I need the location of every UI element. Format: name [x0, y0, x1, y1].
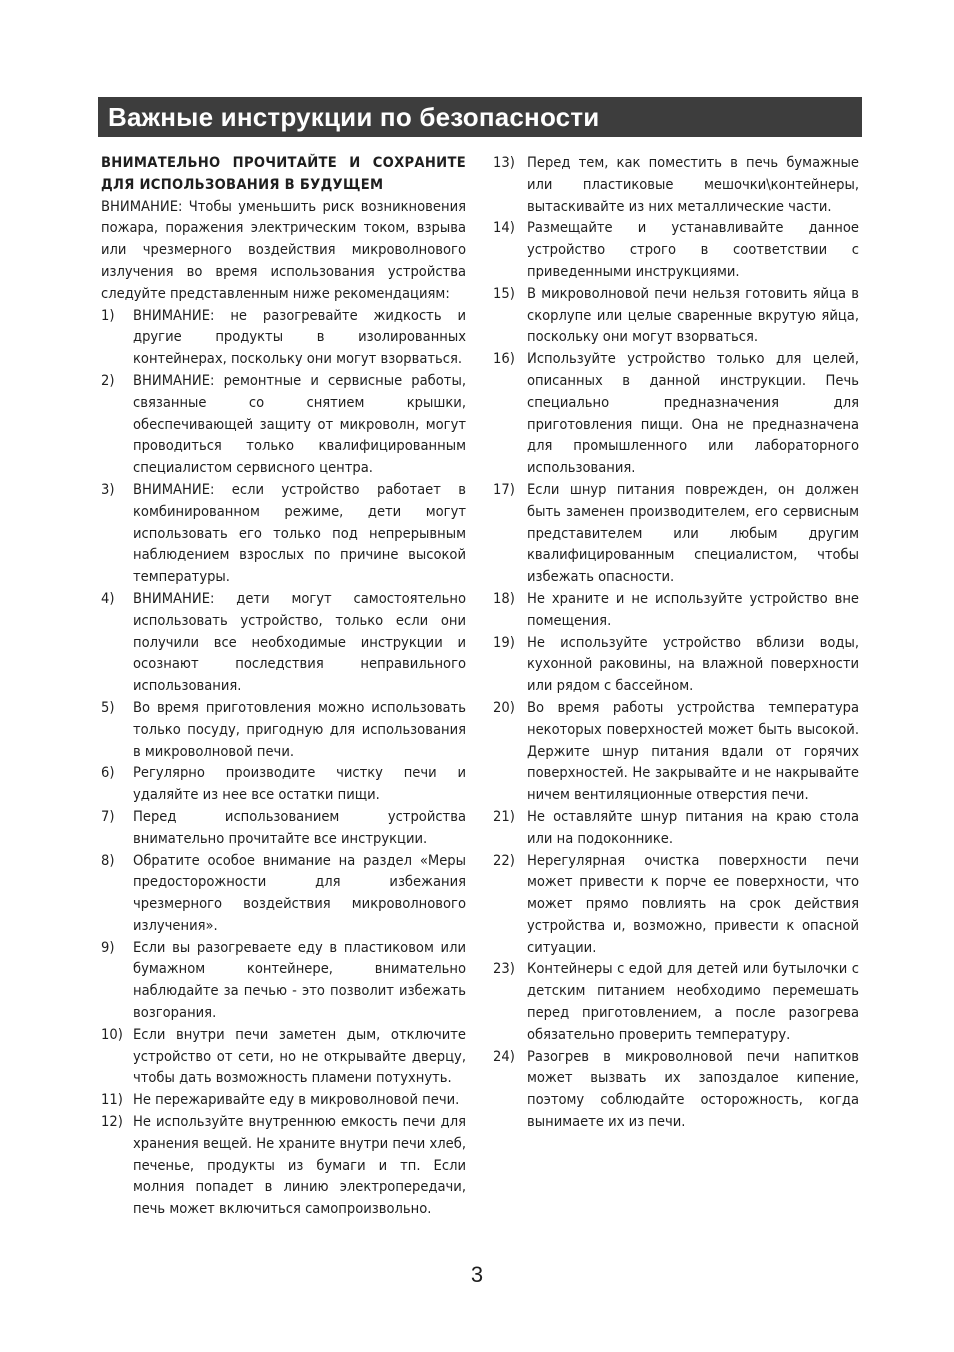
- item-text: Обратите особое внимание на раздел «Меры предосторожности для избежания чрезмерного воздействия микроволнового излучения».: [133, 851, 466, 934]
- list-item: [493, 348, 859, 479]
- item-number: 24): [493, 1047, 515, 1065]
- item-number: 2): [101, 371, 115, 389]
- item-text: Используйте устройство только для целей, описанных в данной инструкции. Печь специально предназначения для приготовления пищи. Она не предназначена для промышленного или лабораторного использования.: [527, 350, 859, 477]
- item-text: ВНИМАНИЕ: дети могут самостоятельно использовать устройство, только если они получили все необходимые инструкции и осознают последствия неправильного использования.: [133, 589, 466, 695]
- list-item: [493, 479, 859, 588]
- item-text: Разогрев в микроволновой печи напитков может вызвать их запоздалое кипение, поэтому соблюдайте осторожность, когда вынимаете их из печи.: [527, 1047, 859, 1131]
- item-text: Нерегулярная очистка поверхности печи может привести к порче ее поверхности, что может прямо повлиять на срок действия устройства и, возможно, привести к опасной ситуации.: [527, 851, 859, 956]
- item-number: 21): [493, 807, 515, 825]
- item-text: Перед тем, как поместить в печь бумажные или пластиковые мешочки\контейнеры, вытаскивайте из них металлические части.: [527, 154, 859, 215]
- list-item: [101, 850, 466, 937]
- list-item: [101, 1024, 466, 1089]
- item-text: Если вы разогреваете еду в пластиковом или бумажном контейнере, внимательно наблюдайте за печью - это позволит избежать возгорания.: [133, 938, 466, 1022]
- item-number: 22): [493, 851, 515, 869]
- list-item: [101, 1089, 466, 1111]
- item-text: ВНИМАНИЕ: ремонтные и сервисные работы, связанные со снятием крышки, обеспечивающей защиту от микроволн, могут проводиться только квалифицированным специалистом сервисного центра.: [133, 371, 466, 477]
- item-text: Если внутри печи заметен дым, отключите устройство от сети, но не открывайте дверцу, чтобы дать возможность пламени потухнуть.: [133, 1025, 466, 1087]
- list-item: [493, 632, 859, 697]
- item-text: Не используйте внутреннюю емкость печи для хранения вещей. Не храните внутри печи хлеб, печенье, продукты из бумаги и тп. Если молния попадет в линию электропередачи, печь может включиться самопроизвольно.: [133, 1113, 466, 1218]
- list-item: [101, 762, 466, 806]
- warning-intro: ВНИМАНИЕ: Чтобы уменьшить риск возникновения пожара, поражения электрическим током, взрыва или чрезмерного воздействия микроволнового излучения во время использования устройства следуйте представленным ниже рекомендациям:: [101, 197, 466, 302]
- list-item: [493, 806, 859, 850]
- item-number: 7): [101, 807, 115, 825]
- list-item: [493, 697, 859, 806]
- item-text: Во время работы устройства температура некоторых поверхностей может быть высокой. Держите шнур питания вдали от горячих поверхностей. Не закрывайте и не накрывайте ничем вентиляционные отверстия печи.: [527, 698, 859, 804]
- left-column: [101, 152, 466, 1220]
- page-title: Важные инструкции по безопасности: [108, 102, 600, 132]
- item-number: 14): [493, 219, 515, 237]
- item-number: 18): [493, 589, 515, 607]
- list-item: [101, 806, 466, 850]
- item-number: 10): [101, 1025, 123, 1043]
- item-number: 6): [101, 764, 115, 782]
- item-text: ВНИМАНИЕ: если устройство работает в комбинированном режиме, дети могут использовать его только под непрерывным наблюдением взрослых по причине высокой температуры.: [133, 480, 466, 586]
- item-text: Регулярно производите чистку печи и удаляйте из нее все остатки пищи.: [133, 764, 466, 804]
- section-title-bar: [98, 97, 862, 137]
- item-number: 19): [493, 633, 515, 651]
- item-number: 15): [493, 284, 515, 302]
- item-number: 4): [101, 589, 115, 607]
- item-number: 3): [101, 480, 115, 498]
- item-text: Перед использованием устройства внимательно прочитайте все инструкции.: [133, 807, 466, 847]
- list-item: [493, 588, 859, 632]
- item-text: Не оставляйте шнур питания на краю стола или на подоконнике.: [527, 807, 859, 847]
- list-item: [493, 283, 859, 348]
- item-text: ВНИМАНИЕ: не разогревайте жидкость и другие продукты в изолированных контейнерах, поскольку они могут взорваться.: [133, 306, 466, 368]
- item-text: Не используйте устройство вблизи воды, кухонной раковины, на влажной поверхности или рядом с бассейном.: [527, 633, 859, 695]
- list-item: [493, 152, 859, 217]
- item-number: 13): [493, 154, 515, 171]
- item-text: Контейнеры с едой для детей или бутылочки с детским питанием необходимо перемешать перед приготовлением, а после разогрева обязательно проверить температуру.: [527, 960, 859, 1043]
- item-number: 11): [101, 1091, 123, 1109]
- item-number: 16): [493, 350, 515, 368]
- list-item: [493, 1046, 859, 1133]
- list-item: [101, 937, 466, 1024]
- list-item: [493, 217, 859, 282]
- item-text: В микроволновой печи нельзя готовить яйца в скорлупе или целые сваренные вкрутую яйца, поскольку они могут взорваться.: [527, 284, 859, 346]
- item-text: Если шнур питания поврежден, он должен быть заменен производителем, его сервисным представителем или любым другим квалифицированным специалистом, чтобы избежать опасности.: [527, 480, 859, 586]
- list-item: [101, 588, 466, 697]
- item-number: 8): [101, 851, 115, 869]
- list-item: [101, 1111, 466, 1220]
- instructions-list-right: [493, 152, 859, 1133]
- item-number: 5): [101, 698, 115, 716]
- list-item: [493, 850, 859, 959]
- item-number: 23): [493, 960, 515, 978]
- list-item: [101, 479, 466, 588]
- item-text: Не пережаривайте еду в микроволновой печи.: [133, 1091, 460, 1109]
- item-text: Не храните и не используйте устройство вне помещения.: [527, 589, 859, 629]
- read-and-save-heading: ВНИМАТЕЛЬНО ПРОЧИТАЙТЕ И СОХРАНИТЕ ДЛЯ ИСПОЛЬЗОВАНИЯ В БУДУЩЕМ: [101, 154, 466, 193]
- item-text: Во время приготовления можно использовать только посуду, пригодную для использования в микроволновой печи.: [133, 698, 466, 760]
- item-text: Размещайте и устанавливайте данное устройство строго в соответствии с приведенными инструкциями.: [527, 219, 859, 280]
- instructions-list-left: [101, 305, 466, 1220]
- list-item: [101, 697, 466, 762]
- item-number: 12): [101, 1113, 123, 1131]
- right-column: [493, 152, 859, 1133]
- page-number: 3: [470, 1262, 484, 1287]
- item-number: 9): [101, 938, 115, 956]
- item-number: 17): [493, 480, 515, 498]
- item-number: 20): [493, 698, 515, 716]
- item-number: 1): [101, 306, 115, 324]
- list-item: [493, 958, 859, 1045]
- list-item: [101, 305, 466, 370]
- list-item: [101, 370, 466, 479]
